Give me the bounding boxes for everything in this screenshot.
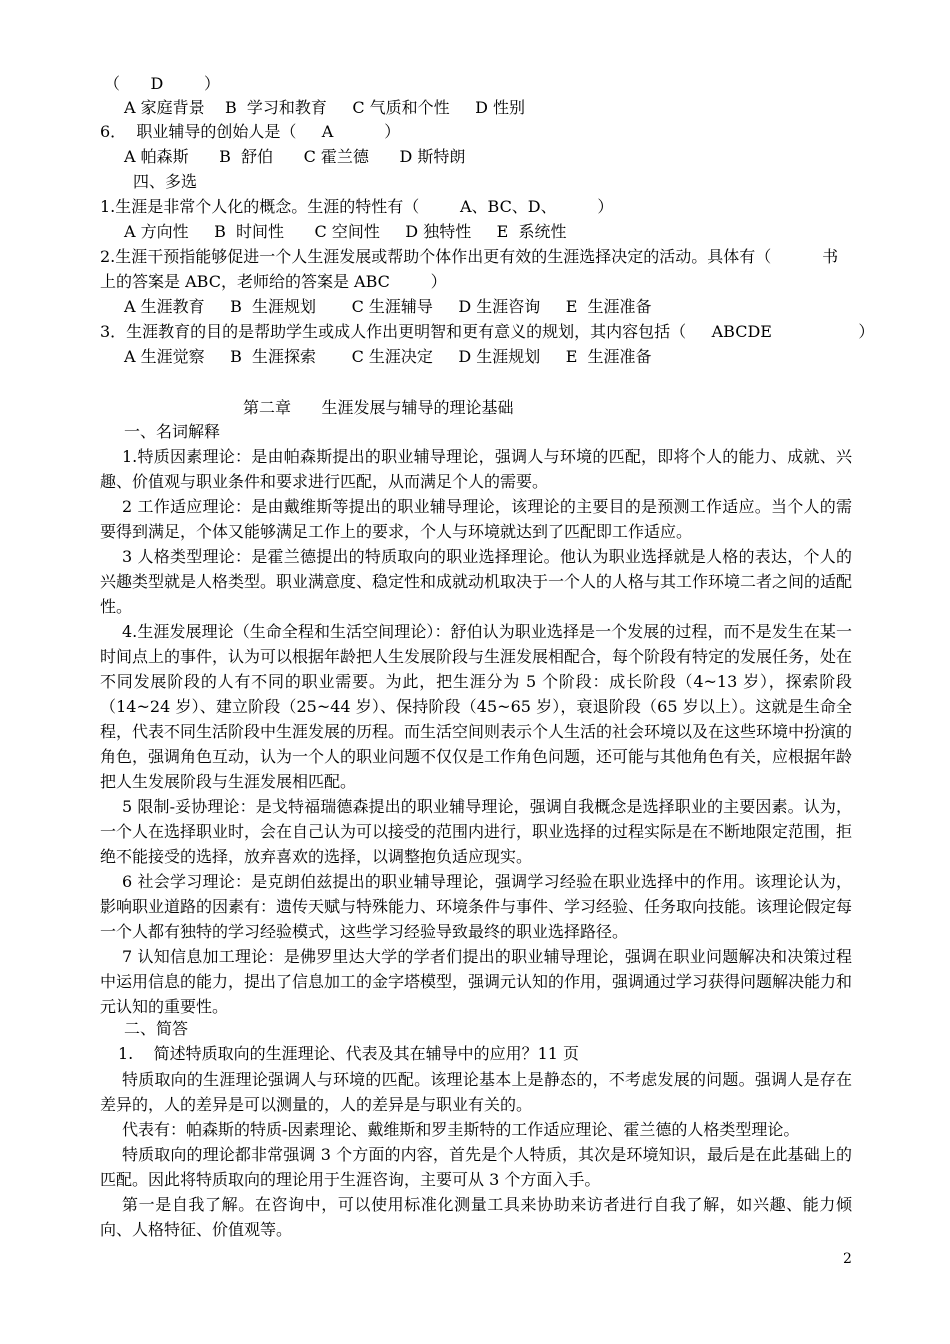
sa1-paragraph-2: 代表有：帕森斯的特质-因素理论、戴维斯和罗圭斯特的工作适应理论、霍兰德的人格类型理论。 bbox=[122, 1120, 800, 1139]
q6-options: A 帕森斯 B 舒伯 C 霍兰德 D 斯特朗 bbox=[124, 147, 466, 166]
page-number: 2 bbox=[843, 1251, 852, 1267]
m1-question: 1.生涯是非常个人化的概念。生涯的特性有（ A、BC、D、 ） bbox=[100, 197, 614, 216]
q5-options: A 家庭背景 B 学习和教育 C 气质和个性 D 性别 bbox=[124, 98, 526, 117]
section-heading-short-answer: 二、简答 bbox=[124, 1019, 189, 1038]
m3-question: 3．生涯教育的目的是帮助学生或成人作出更明智和更有意义的规划，其内容包括（ ABCDE ） bbox=[100, 322, 875, 341]
term-paragraph-5: 5 限制-妥协理论：是戈特福瑞德森提出的职业辅导理论，强调自我概念是选择职业的主要因素。认为，一个人在选择职业时，会在自己认为可以接受的范围内进行，职业选择的过程实际是在不断地限定范围，拒绝不能接受的选择，放弃喜欢的选择，以调整抱负适应现实。 bbox=[100, 797, 853, 866]
term-paragraph-6: 6 社会学习理论：是克朗伯兹提出的职业辅导理论，强调学习经验在职业选择中的作用。该理论认为，影响职业道路的因素有：遗传天赋与特殊能力、环境条件与事件、学习经验、任务取向技能。该理论假定每一个人都有独特的学习经验模式，这些学习经验导致最终的职业选择路径。 bbox=[100, 872, 853, 941]
sa1-paragraph-4: 第一是自我了解。在咨询中，可以使用标准化测量工具来协助来访者进行自我了解，如兴趣、能力倾向、人格特征、价值观等。 bbox=[100, 1195, 852, 1239]
m1-options: A 方向性 B 时间性 C 空间性 D 独特性 E 系统性 bbox=[124, 222, 567, 241]
m2-question-line1: 2.生涯干预指能够促进一个人生涯发展或帮助个体作出更有效的生涯选择决定的活动。具体有（ 书 bbox=[100, 247, 839, 266]
term-paragraph-4: 4.生涯发展理论（生命全程和生活空间理论）：舒伯认为职业选择是一个发展的过程，而不是发生在某一时间点上的事件，认为可以根据年龄把人生发展阶段与生涯发展相配合，每个阶段有特定的发展任务，处在不同发展阶段的人有不同的职业需要。为此，把生涯分为 5 个阶段：成长阶段（4~13 岁），探索阶段（14~24 岁）、建立阶段（25~44 岁）、保持阶段（45~65 岁），衰退阶段（65 岁以上）。这就是生命全程，代表不同生活阶段中生涯发展的历程。而生活空间则表示个人生活的社会环境以及在这些环境中扮演的角色，强调角色互动，认为一个人的职业问题不仅仅是工作角色问题，还可能与其他角色有关，应根据年龄把人生发展阶段与生涯发展相匹配。 bbox=[100, 622, 853, 791]
chapter-title: 第二章 生涯发展与辅导的理论基础 bbox=[243, 398, 514, 417]
section-heading-multi: 四、多选 bbox=[133, 172, 198, 191]
m2-question-line2: 上的答案是 ABC，老师给的答案是 ABC ） bbox=[100, 272, 447, 291]
m3-options: A 生涯觉察 B 生涯探索 C 生涯决定 D 生涯规划 E 生涯准备 bbox=[124, 347, 652, 366]
m2-options: A 生涯教育 B 生涯规划 C 生涯辅导 D 生涯咨询 E 生涯准备 bbox=[124, 297, 652, 316]
section-heading-terms: 一、名词解释 bbox=[124, 422, 221, 441]
term-paragraph-2: 2 工作适应理论：是由戴维斯等提出的职业辅导理论，该理论的主要目的是预测工作适应。当个人的需要得到满足，个体又能够满足工作上的要求，个人与环境就达到了匹配即工作适应。 bbox=[100, 497, 852, 541]
q5-answer-line: （ D ） bbox=[104, 74, 221, 93]
sa1-paragraph-3: 特质取向的理论都非常强调 3 个方面的内容，首先是个人特质，其次是环境知识，最后是在此基础上的匹配。因此将特质取向的理论用于生涯咨询，主要可从 3 个方面入手。 bbox=[100, 1145, 852, 1189]
term-paragraph-1: 1.特质因素理论：是由帕森斯提出的职业辅导理论，强调人与环境的匹配，即将个人的能力、成就、兴趣、价值观与职业条件和要求进行匹配，从而满足个人的需要。 bbox=[100, 447, 852, 491]
sa1-paragraph-1: 特质取向的生涯理论强调人与环境的匹配。该理论基本上是静态的，不考虑发展的问题。强调人是存在差异的，人的差异是可以测量的，人的差异是与职业有关的。 bbox=[100, 1070, 852, 1114]
term-paragraph-3: 3 人格类型理论：是霍兰德提出的特质取向的职业选择理论。他认为职业选择就是人格的表达，个人的兴趣类型就是人格类型。职业满意度、稳定性和成就动机取决于一个人的人格与其工作环境二者之间的适配性。 bbox=[100, 547, 853, 616]
sa1-question: 1. 简述特质取向的生涯理论、代表及其在辅导中的应用？11 页 bbox=[118, 1044, 580, 1063]
term-paragraph-7: 7 认知信息加工理论：是佛罗里达大学的学者们提出的职业辅导理论，强调在职业问题解决和决策过程中运用信息的能力，提出了信息加工的金字塔模型，强调元认知的作用，强调通过学习获得问题解决能力和元认知的重要性。 bbox=[100, 947, 853, 1016]
q6-question: 6． 职业辅导的创始人是（ A ） bbox=[100, 122, 401, 141]
